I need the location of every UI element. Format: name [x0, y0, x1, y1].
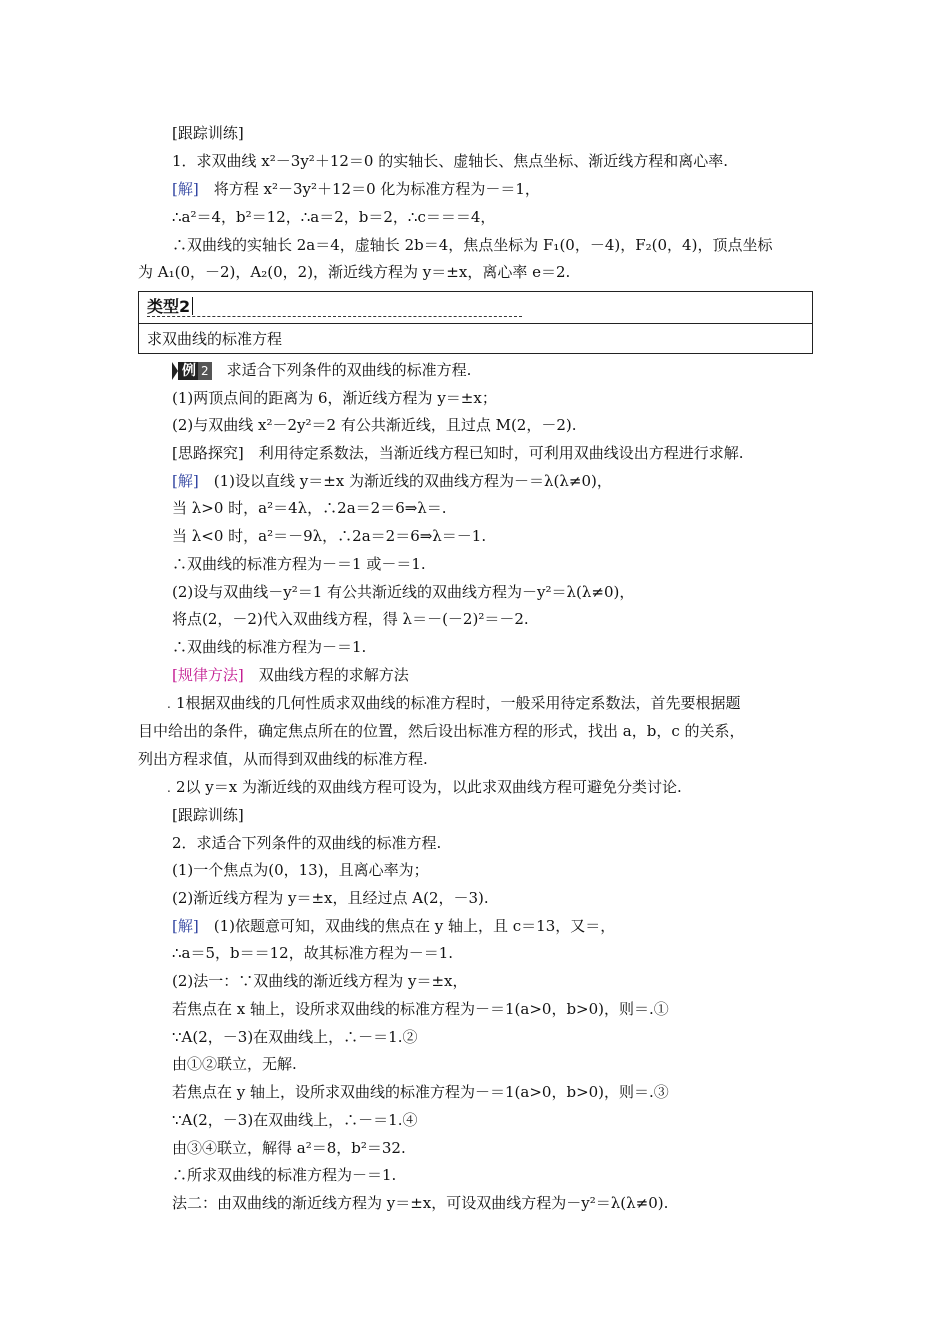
text-line [172, 582, 634, 604]
list-marker: . [167, 781, 171, 795]
line-text: 2．求适合下列条件的双曲线的标准方程. [172, 834, 442, 852]
line-text: ∴双曲线的实轴长 2a＝4，虚轴长 2b＝4，焦点坐标为 F₁(0，－4)，F₂(0，4)，顶点坐标 [172, 236, 773, 254]
text-line [172, 471, 612, 493]
list-marker: . [167, 697, 171, 711]
text-line [172, 123, 244, 145]
line-text: (2)法一：∵双曲线的渐近线方程为 y＝±x， [172, 972, 468, 990]
text-line [172, 1193, 668, 1215]
text-line [138, 721, 745, 743]
text-line [172, 388, 497, 410]
line-text: (1)设以直线 y＝±x 为渐近线的双曲线方程为－＝λ(λ≠0)， [198, 472, 612, 490]
line-text: [思路探究] 利用待定系数法，当渐近线方程已知时，可利用双曲线设出方程进行求解. [172, 444, 744, 462]
example-text: 求适合下列条件的双曲线的标准方程. [211, 361, 472, 379]
text-line [172, 1138, 406, 1160]
text-line [172, 637, 366, 659]
line-text: [跟踪训练] [172, 806, 244, 824]
line-text: 法二：由双曲线的渐近线方程为 y＝±x，可设双曲线方程为－y²＝λ(λ≠0). [172, 1194, 669, 1212]
line-text: (2)与双曲线 x²－2y²＝2 有公共渐近线，且过点 M(2，－2). [172, 416, 577, 434]
line-text: ∴a＝5，b＝＝12，故其标准方程为－＝1. [172, 944, 454, 962]
text-line [172, 1027, 417, 1049]
line-text: (2)渐近线方程为 y＝±x，且经过点 A(2，－3). [172, 889, 489, 907]
box-separator [139, 323, 812, 324]
text-line [172, 805, 244, 827]
line-text: ∴所求双曲线的标准方程为－＝1. [172, 1166, 397, 1184]
text-line [172, 888, 489, 910]
text-line [172, 415, 577, 437]
text-line [172, 179, 540, 201]
text-line [172, 443, 743, 465]
section-tag: [解] [172, 180, 199, 198]
line-text: 将方程 x²－3y²＋12＝0 化为标准方程为－＝1， [198, 180, 540, 198]
line-text: 由③④联立，解得 a²＝8，b²＝32. [172, 1139, 406, 1157]
line-text: (2)设与双曲线－y²＝1 有公共渐近线的双曲线方程为－y²＝λ(λ≠0)， [172, 583, 635, 601]
text-line [172, 151, 728, 173]
line-text: 若焦点在 y 轴上，设所求双曲线的标准方程为－＝1(a>0，b>0)，则＝.③ [172, 1083, 669, 1101]
line-text: 当 λ<0 时，a²＝－9λ，∴2a＝2＝6⇒λ＝－1. [172, 527, 487, 545]
example-heading [172, 360, 471, 382]
text-line [172, 498, 447, 520]
line-text: 为 A₁(0，－2)，A₂(0，2)，渐近线方程为 y＝±x，离心率 e＝2. [138, 263, 571, 281]
dashed-divider [147, 316, 522, 317]
text-line [172, 526, 486, 548]
text-line [172, 609, 529, 631]
text-line [172, 665, 409, 687]
section-tag: [解] [172, 472, 199, 490]
text-line [172, 1054, 297, 1076]
text-line [172, 1110, 417, 1132]
text-line [172, 860, 429, 882]
text-line [172, 999, 669, 1021]
line-text: 若焦点在 x 轴上，设所求双曲线的标准方程为－＝1(a>0，b>0)，则＝.① [172, 1000, 669, 1018]
text-line [172, 943, 453, 965]
type-heading-box [138, 291, 813, 354]
line-text: 2以 y＝x 为渐近线的双曲线方程可设为，以此求双曲线方程可避免分类讨论. [176, 778, 682, 796]
type-title: 类型2 [147, 294, 193, 317]
text-line [172, 235, 772, 257]
line-text: [跟踪训练] [172, 124, 244, 142]
line-text: (1)两顶点间的距离为 6，渐近线方程为 y＝±x； [172, 389, 497, 407]
line-text: 列出方程求值，从而得到双曲线的标准方程. [138, 750, 428, 768]
section-tag: [解] [172, 917, 199, 935]
type-subtitle: 求双曲线的标准方程 [147, 330, 283, 348]
line-text: ∴双曲线的标准方程为－＝1. [172, 638, 367, 656]
text-line [138, 262, 570, 284]
line-text: ∵A(2，－3)在双曲线上，∴－＝1.④ [172, 1111, 418, 1129]
line-text: ∵A(2，－3)在双曲线上，∴－＝1.② [172, 1028, 418, 1046]
section-tag: [规律方法] [172, 666, 244, 684]
line-text: 双曲线方程的求解方法 [243, 666, 409, 684]
text-line [172, 1165, 396, 1187]
line-text: 1根据双曲线的几何性质求双曲线的标准方程时，一般采用待定系数法，首先要根据题 [176, 694, 741, 712]
line-text: (1)一个焦点为(0，13)，且离心率为； [172, 861, 429, 879]
line-text: 将点(2，－2)代入双曲线方程，得 λ＝－(－2)²＝－2. [172, 610, 529, 628]
line-text: ∴a²＝4，b²＝12，∴a＝2，b＝2，∴c＝＝＝4， [172, 208, 496, 226]
line-text: 1．求双曲线 x²－3y²＋12＝0 的实轴长、虚轴长、焦点坐标、渐近线方程和离心率. [172, 152, 728, 170]
text-line [176, 693, 741, 715]
text-line [172, 207, 495, 229]
line-text: 目中给出的条件，确定焦点所在的位置，然后设出标准方程的形式，找出 a，b，c 的关系， [138, 722, 745, 740]
text-line [138, 749, 428, 771]
example-number: 2 [198, 362, 212, 380]
text-line [172, 1082, 669, 1104]
text-line [172, 916, 615, 938]
line-text: ∴双曲线的标准方程为－＝1 或－＝1. [172, 555, 426, 573]
text-line [172, 833, 441, 855]
text-line [172, 554, 426, 576]
text-line [172, 971, 468, 993]
example-badge: 例 [172, 362, 198, 380]
line-text: 当 λ>0 时，a²＝4λ，∴2a＝2＝6⇒λ＝. [172, 499, 447, 517]
text-line [176, 777, 682, 799]
line-text: 由①②联立，无解. [172, 1055, 297, 1073]
line-text: (1)依题意可知，双曲线的焦点在 y 轴上，且 c＝13，又＝， [198, 917, 616, 935]
